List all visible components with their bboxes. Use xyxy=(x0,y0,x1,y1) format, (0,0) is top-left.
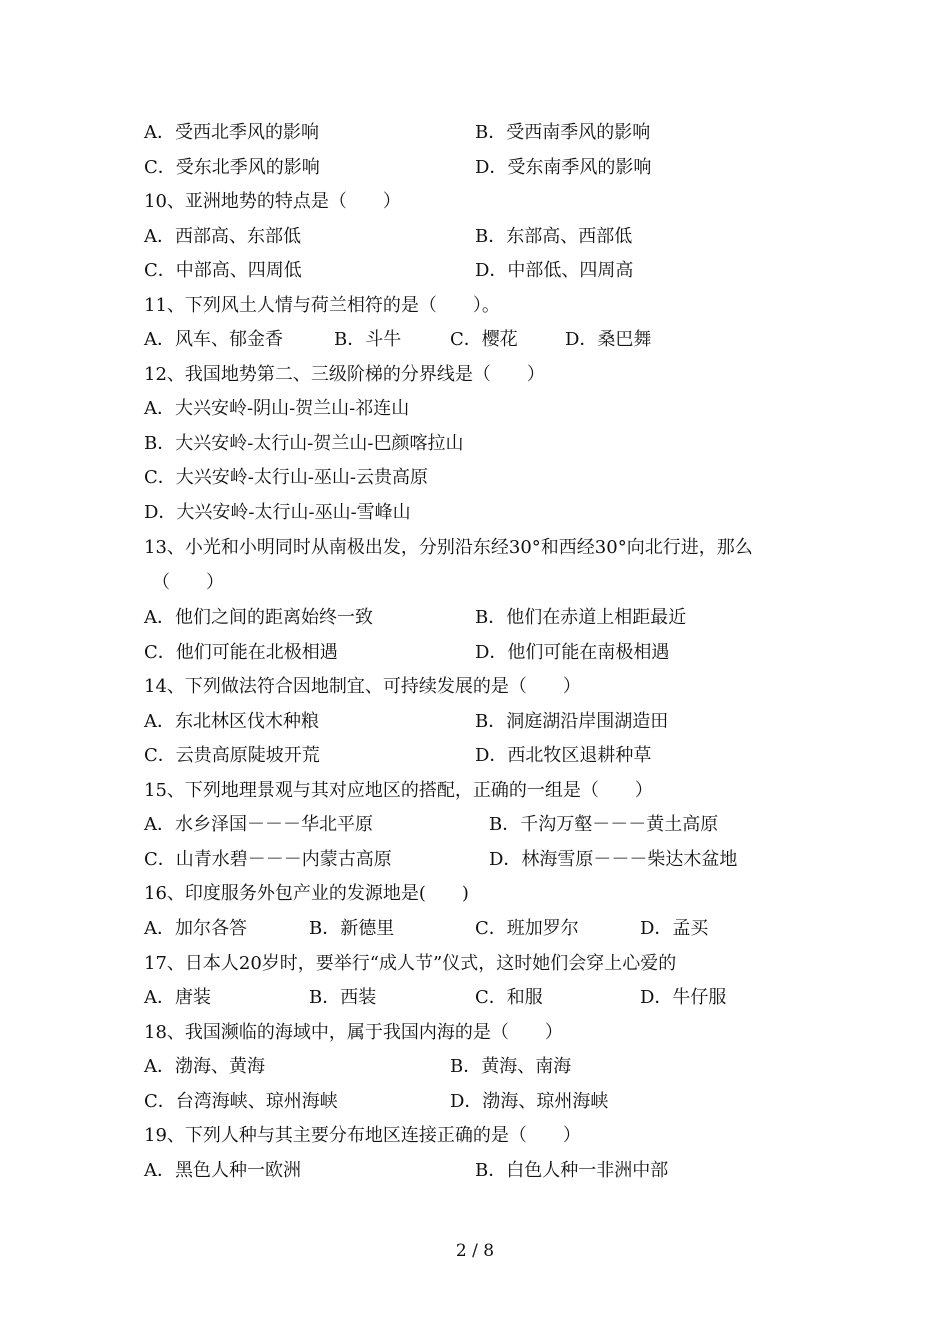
q18-option-b: B．黄海、南海 xyxy=(450,1056,572,1077)
q12-option-a: A．大兴安岭-阴山-贺兰山-祁连山 xyxy=(144,398,410,419)
q19-option-b: B．白色人种一非洲中部 xyxy=(475,1160,669,1181)
q9-option-a: A．受西北季风的影响 xyxy=(144,122,319,143)
q17-option-b: B．西装 xyxy=(309,987,377,1008)
q10-option-b: B．东部高、西部低 xyxy=(475,226,633,247)
q10-option-d: D．中部低、四周高 xyxy=(475,260,634,281)
page-number: 2 / 8 xyxy=(455,1241,495,1261)
q13-option-a: A．他们之间的距离始终一致 xyxy=(144,607,373,628)
q13-option-b: B．他们在赤道上相距最近 xyxy=(475,607,687,628)
q14-option-a: A．东北林区伐木种粮 xyxy=(144,711,319,732)
q12-option-b: B．大兴安岭-太行山-贺兰山-巴颜喀拉山 xyxy=(144,433,464,454)
q18-option-c: C．台湾海峡、琼州海峡 xyxy=(144,1091,338,1112)
q9-option-b: B．受西南季风的影响 xyxy=(475,122,651,143)
q16-option-b: B．新德里 xyxy=(309,918,395,939)
q13-option-d: D．他们可能在南极相遇 xyxy=(475,642,670,663)
q11-option-b: B．斗牛 xyxy=(334,329,402,350)
q11-option-a: A．风车、郁金香 xyxy=(144,329,283,350)
q17-option-c: C．和服 xyxy=(475,987,543,1008)
q14-stem: 14、下列做法符合因地制宜、可持续发展的是（ ） xyxy=(144,676,581,697)
q19-stem: 19、下列人种与其主要分布地区连接正确的是（ ） xyxy=(144,1125,581,1146)
q12-option-d: D．大兴安岭-太行山-巫山-雪峰山 xyxy=(144,502,411,523)
q11-option-d: D．桑巴舞 xyxy=(565,329,652,350)
q18-option-a: A．渤海、黄海 xyxy=(144,1056,265,1077)
q16-option-a: A．加尔各答 xyxy=(144,918,247,939)
q18-option-d: D．渤海、琼州海峡 xyxy=(450,1091,609,1112)
q13-stem: 13、小光和小明同时从南极出发，分别沿东经30°和西经30°向北行进，那么 xyxy=(144,537,753,558)
q10-option-c: C．中部高、四周低 xyxy=(144,260,302,281)
q17-stem: 17、日本人20岁时，要举行“成人节”仪式，这时她们会穿上心爱的 xyxy=(144,953,677,974)
q16-option-c: C．班加罗尔 xyxy=(475,918,579,939)
q11-option-c: C．樱花 xyxy=(450,329,518,350)
q19-option-a: A．黑色人种一欧洲 xyxy=(144,1160,301,1181)
q14-option-b: B．洞庭湖沿岸围湖造田 xyxy=(475,711,669,732)
q14-option-c: C．云贵高原陡坡开荒 xyxy=(144,745,320,766)
q18-stem: 18、我国濒临的海域中，属于我国内海的是（ ） xyxy=(144,1022,563,1043)
q13-option-c: C．他们可能在北极相遇 xyxy=(144,642,338,663)
q15-option-c: C．山青水碧－－－内蒙古高原 xyxy=(144,849,392,870)
q10-option-a: A．西部高、东部低 xyxy=(144,226,301,247)
q17-option-a: A．唐装 xyxy=(144,987,211,1008)
q15-option-a: A．水乡泽国－－－华北平原 xyxy=(144,814,373,835)
q16-stem: 16、印度服务外包产业的发源地是( ) xyxy=(144,883,469,904)
q9-option-c: C．受东北季风的影响 xyxy=(144,157,320,178)
q16-option-d: D．孟买 xyxy=(640,918,709,939)
q10-stem: 10、亚洲地势的特点是（ ） xyxy=(144,191,401,212)
q13-stem-continuation: （ ） xyxy=(152,572,224,593)
q11-stem: 11、下列风土人情与荷兰相符的是（ ）。 xyxy=(144,295,500,316)
q14-option-d: D．西北牧区退耕种草 xyxy=(475,745,652,766)
q15-option-d: D．林海雪原－－－柴达木盆地 xyxy=(489,849,738,870)
q12-stem: 12、我国地势第二、三级阶梯的分界线是（ ） xyxy=(144,364,545,385)
q12-option-c: C．大兴安岭-太行山-巫山-云贵高原 xyxy=(144,467,429,488)
q15-option-b: B．千沟万壑－－－黄土高原 xyxy=(489,814,719,835)
q9-option-d: D．受东南季风的影响 xyxy=(475,157,652,178)
q15-stem: 15、下列地理景观与其对应地区的搭配，正确的一组是（ ） xyxy=(144,780,653,801)
q17-option-d: D．牛仔服 xyxy=(640,987,727,1008)
